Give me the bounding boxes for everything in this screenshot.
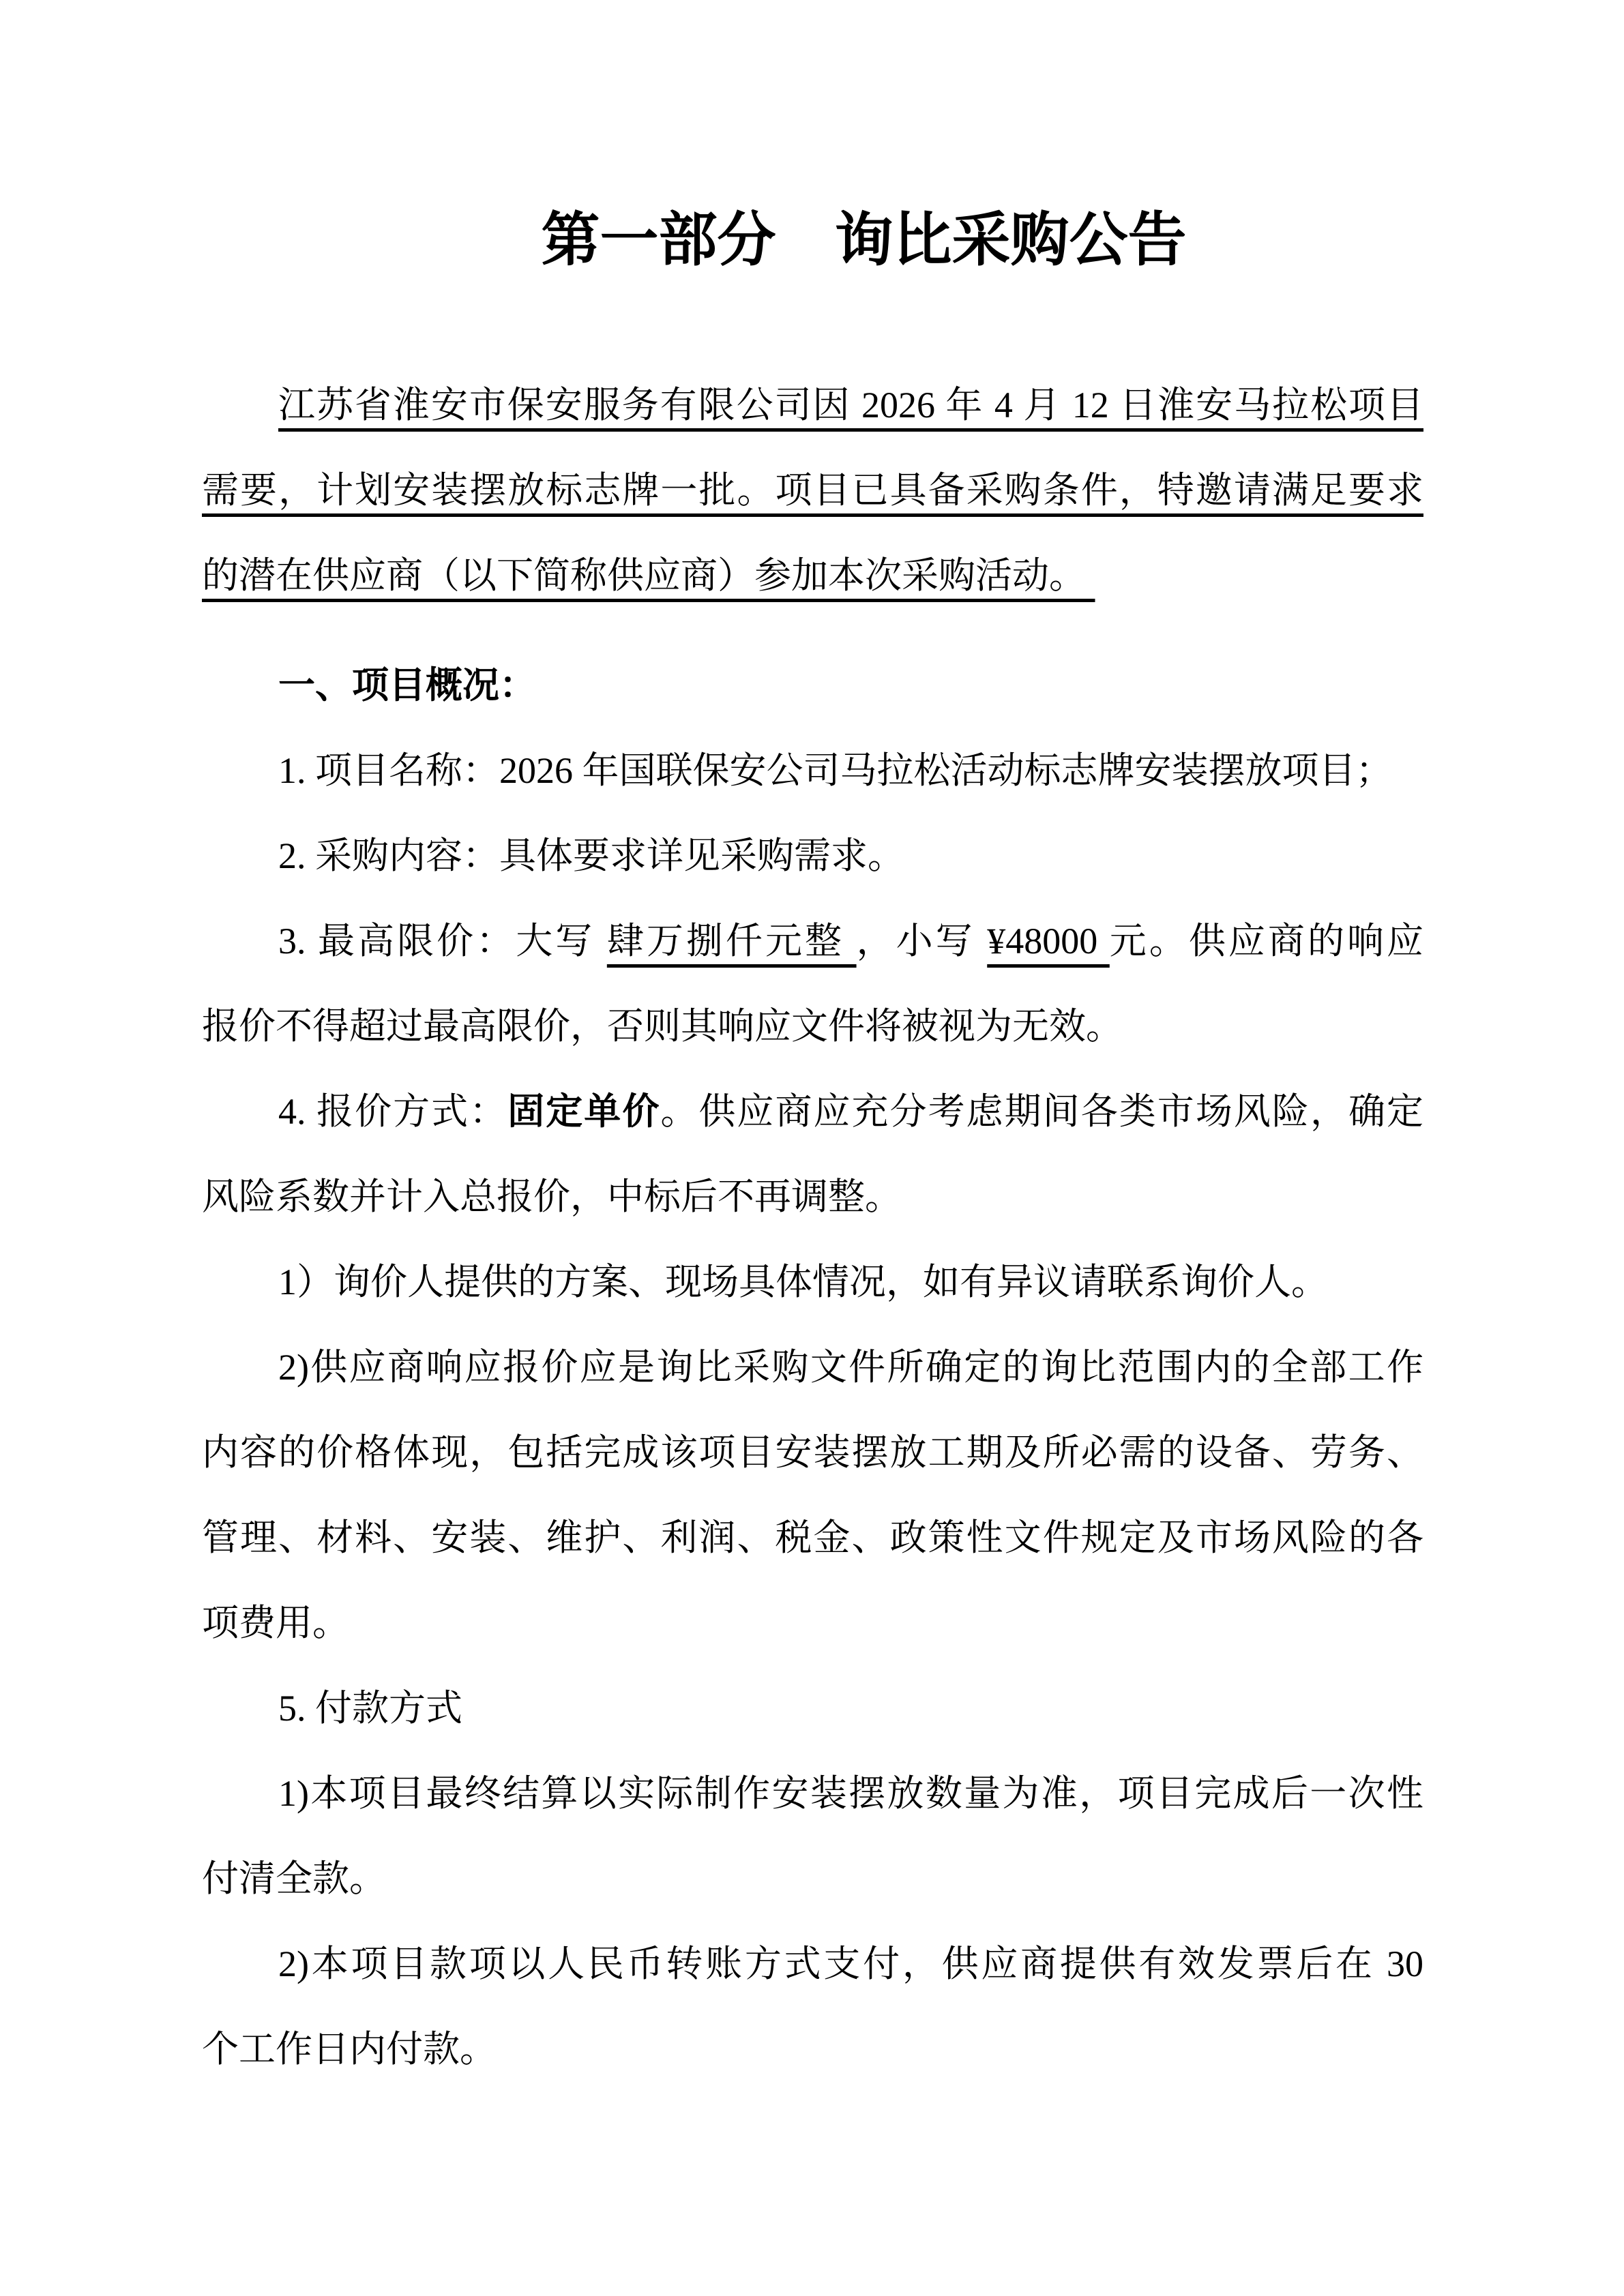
intro-paragraph	[202, 363, 1423, 618]
document-title: 第一部分 询比采购公告	[541, 207, 1187, 273]
item-4-paragraph	[202, 1069, 1423, 1240]
item-2-paragraph	[202, 814, 1423, 899]
item-4-sub-2-line-4: 项费用。	[202, 1602, 349, 1643]
item-1-paragraph	[202, 728, 1423, 814]
item-2-procurement-content: 2. 采购内容：具体要求详见采购需求。	[278, 835, 904, 876]
item-4-line-1	[202, 1069, 1423, 1154]
item-5-sub-1-line-1: 1)本项目最终结算以实际制作安装摆放数量为准，项目完成后一次性	[278, 1773, 1423, 1814]
item-3-line-2: 报价不得超过最高限价，否则其响应文件将被视为无效。	[202, 1006, 1123, 1047]
item-4-sub-2-line-1: 2)供应商响应报价应是询比采购文件所确定的询比范围内的全部工作	[278, 1347, 1423, 1388]
item-3-prefix: 3. 最高限价：大写	[278, 921, 607, 961]
fixed-unit-price-bold: 固定单价	[507, 1091, 661, 1132]
item-5-sub-2-line-2: 个工作日内付款。	[202, 2029, 497, 2070]
section-1-heading: 一、项目概况：	[278, 665, 536, 706]
item-3-line-1	[202, 899, 1423, 984]
item-4-sub-1: 1）询价人提供的方案、现场具体情况，如有异议请联系询价人。	[278, 1262, 1328, 1302]
item-1-project-name: 1. 项目名称：2026 年国联保安公司马拉松活动标志牌安装摆放项目；	[278, 750, 1393, 791]
intro-line-3: 的潜在供应商（以下简称供应商）参加本次采购活动。	[202, 555, 1095, 596]
intro-line-2: 需要，计划安装摆放标志牌一批。项目已具备采购条件，特邀请满足要求	[202, 470, 1423, 511]
item-4-sub-1-paragraph	[202, 1240, 1423, 1325]
item-3-mid: ，小写	[856, 921, 988, 961]
item-5-sub-1-paragraph	[202, 1751, 1423, 1922]
section-1	[202, 643, 1423, 728]
item-3-suffix: 元。供应商的响应	[1109, 921, 1423, 961]
intro-line-1: 江苏省淮安市保安服务有限公司因 2026 年 4 月 12 日淮安马拉松项目	[278, 385, 1423, 426]
item-4-sub-2-paragraph	[202, 1325, 1423, 1666]
item-5-sub-2-line-1: 2)本项目款项以人民币转账方式支付，供应商提供有效发票后在 30	[278, 1943, 1423, 1984]
amount-in-figures: ¥48000	[987, 921, 1110, 961]
item-4-line-2: 风险系数并计入总报价，中标后不再调整。	[202, 1176, 902, 1217]
item-4-suffix: 。供应商应充分考虑期间各类市场风险，确定	[660, 1091, 1423, 1132]
item-5-paragraph	[202, 1666, 1423, 1751]
item-4-prefix: 4. 报价方式：	[278, 1091, 508, 1132]
item-5-sub-2-paragraph	[202, 1922, 1423, 2092]
item-3-paragraph	[202, 899, 1423, 1069]
item-4-sub-2-line-2: 内容的价格体现，包括完成该项目安装摆放工期及所必需的设备、劳务、	[202, 1432, 1423, 1473]
item-5-payment-method: 5. 付款方式	[278, 1688, 462, 1729]
amount-in-words: 肆万捌仟元整	[606, 921, 857, 961]
item-4-sub-2-line-3: 管理、材料、安装、维护、利润、税金、政策性文件规定及市场风险的各	[202, 1517, 1423, 1558]
item-5-sub-1-line-2: 付清全款。	[202, 1858, 386, 1899]
